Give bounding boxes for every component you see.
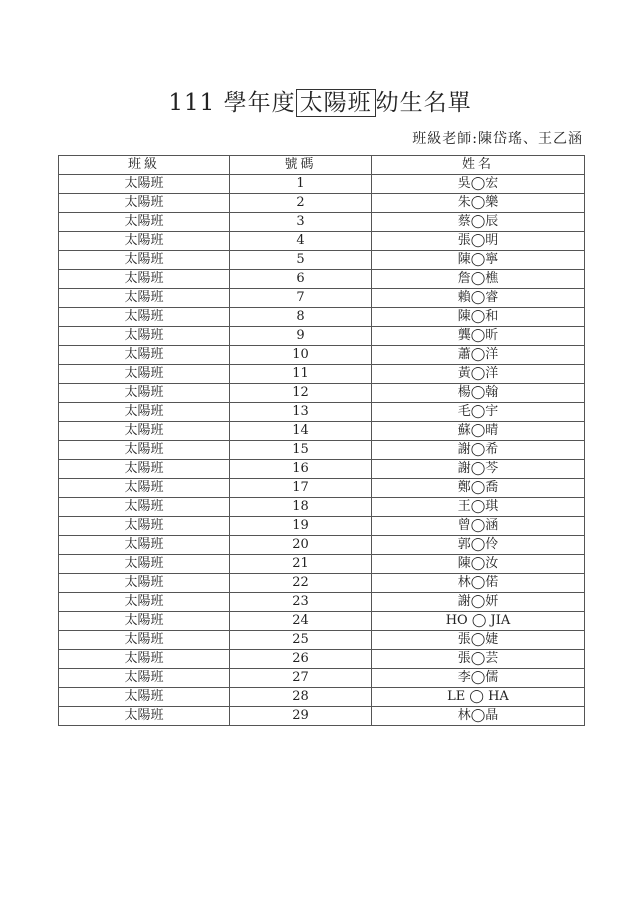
cell-class: 太陽班 [59,688,230,707]
cell-name: 蕭◯洋 [372,346,585,365]
cell-number: 1 [230,175,372,194]
cell-number: 21 [230,555,372,574]
cell-number: 24 [230,612,372,631]
table-row [59,707,585,726]
cell-number: 18 [230,498,372,517]
table-row [59,403,585,422]
header-class: 班級 [59,156,230,175]
cell-class: 太陽班 [59,498,230,517]
table-row [59,270,585,289]
cell-class: 太陽班 [59,479,230,498]
cell-class: 太陽班 [59,308,230,327]
cell-number: 12 [230,384,372,403]
cell-class: 太陽班 [59,460,230,479]
cell-number: 3 [230,213,372,232]
title-prefix: 111 學年度 [168,90,296,116]
cell-class: 太陽班 [59,422,230,441]
cell-class: 太陽班 [59,707,230,726]
table-row [59,498,585,517]
cell-class: 太陽班 [59,403,230,422]
cell-class: 太陽班 [59,441,230,460]
cell-number: 16 [230,460,372,479]
cell-name: 陳◯寧 [372,251,585,270]
teacher-line: 班級老師:陳岱瑤、王乙涵 [412,131,583,147]
table-row [59,479,585,498]
cell-name: 張◯婕 [372,631,585,650]
cell-name: 曾◯涵 [372,517,585,536]
cell-number: 6 [230,270,372,289]
table-row [59,175,585,194]
cell-number: 19 [230,517,372,536]
cell-number: 4 [230,232,372,251]
table-row [59,574,585,593]
table-row [59,384,585,403]
table-row [59,422,585,441]
table-row [59,213,585,232]
cell-class: 太陽班 [59,289,230,308]
student-roster-table [58,155,585,726]
header-name: 姓名 [372,156,585,175]
cell-name: 王◯琪 [372,498,585,517]
cell-number: 2 [230,194,372,213]
cell-number: 27 [230,669,372,688]
cell-name: 謝◯希 [372,441,585,460]
cell-name: 蔡◯辰 [372,213,585,232]
cell-class: 太陽班 [59,384,230,403]
cell-number: 23 [230,593,372,612]
cell-name: 鄭◯喬 [372,479,585,498]
title-class-name: 太陽班 [296,89,376,117]
cell-class: 太陽班 [59,194,230,213]
cell-class: 太陽班 [59,175,230,194]
cell-class: 太陽班 [59,213,230,232]
cell-number: 13 [230,403,372,422]
cell-name: LE ◯ HA [372,688,585,707]
cell-class: 太陽班 [59,555,230,574]
cell-class: 太陽班 [59,346,230,365]
table-row [59,327,585,346]
table-row [59,593,585,612]
cell-class: 太陽班 [59,232,230,251]
cell-name: 黃◯洋 [372,365,585,384]
cell-name: 毛◯宇 [372,403,585,422]
cell-number: 17 [230,479,372,498]
table-row [59,251,585,270]
table-body [59,175,585,726]
cell-number: 26 [230,650,372,669]
cell-number: 25 [230,631,372,650]
table-row [59,441,585,460]
cell-number: 9 [230,327,372,346]
cell-class: 太陽班 [59,631,230,650]
cell-class: 太陽班 [59,327,230,346]
cell-name: 龔◯昕 [372,327,585,346]
cell-class: 太陽班 [59,536,230,555]
cell-class: 太陽班 [59,669,230,688]
table-header-row [59,156,585,175]
cell-name: 陳◯汝 [372,555,585,574]
page-title [0,84,640,117]
cell-name: HO ◯ JIA [372,612,585,631]
cell-name: 張◯明 [372,232,585,251]
cell-number: 28 [230,688,372,707]
cell-name: 林◯偌 [372,574,585,593]
table-row [59,194,585,213]
cell-number: 29 [230,707,372,726]
table-row [59,365,585,384]
cell-name: 賴◯睿 [372,289,585,308]
cell-name: 李◯儒 [372,669,585,688]
header-number: 號碼 [230,156,372,175]
cell-number: 15 [230,441,372,460]
cell-number: 22 [230,574,372,593]
cell-class: 太陽班 [59,612,230,631]
cell-name: 蘇◯晴 [372,422,585,441]
cell-name: 朱◯樂 [372,194,585,213]
cell-name: 吳◯宏 [372,175,585,194]
table-row [59,688,585,707]
cell-name: 楊◯翰 [372,384,585,403]
cell-number: 8 [230,308,372,327]
table-row [59,612,585,631]
cell-name: 詹◯樵 [372,270,585,289]
table-row [59,650,585,669]
cell-number: 20 [230,536,372,555]
table-row [59,517,585,536]
table-row [59,232,585,251]
table-row [59,669,585,688]
cell-name: 謝◯妍 [372,593,585,612]
table-row [59,631,585,650]
table-row [59,308,585,327]
table-row [59,289,585,308]
cell-class: 太陽班 [59,270,230,289]
table-row [59,536,585,555]
cell-number: 10 [230,346,372,365]
cell-class: 太陽班 [59,574,230,593]
cell-class: 太陽班 [59,650,230,669]
cell-name: 張◯芸 [372,650,585,669]
table-row [59,346,585,365]
cell-class: 太陽班 [59,593,230,612]
cell-name: 陳◯和 [372,308,585,327]
cell-class: 太陽班 [59,365,230,384]
cell-number: 11 [230,365,372,384]
cell-name: 林◯晶 [372,707,585,726]
cell-class: 太陽班 [59,517,230,536]
cell-class: 太陽班 [59,251,230,270]
cell-name: 謝◯芩 [372,460,585,479]
cell-number: 5 [230,251,372,270]
cell-name: 郭◯伶 [372,536,585,555]
cell-number: 7 [230,289,372,308]
table-row [59,460,585,479]
title-suffix: 幼生名單 [375,90,472,116]
cell-number: 14 [230,422,372,441]
table-row [59,555,585,574]
